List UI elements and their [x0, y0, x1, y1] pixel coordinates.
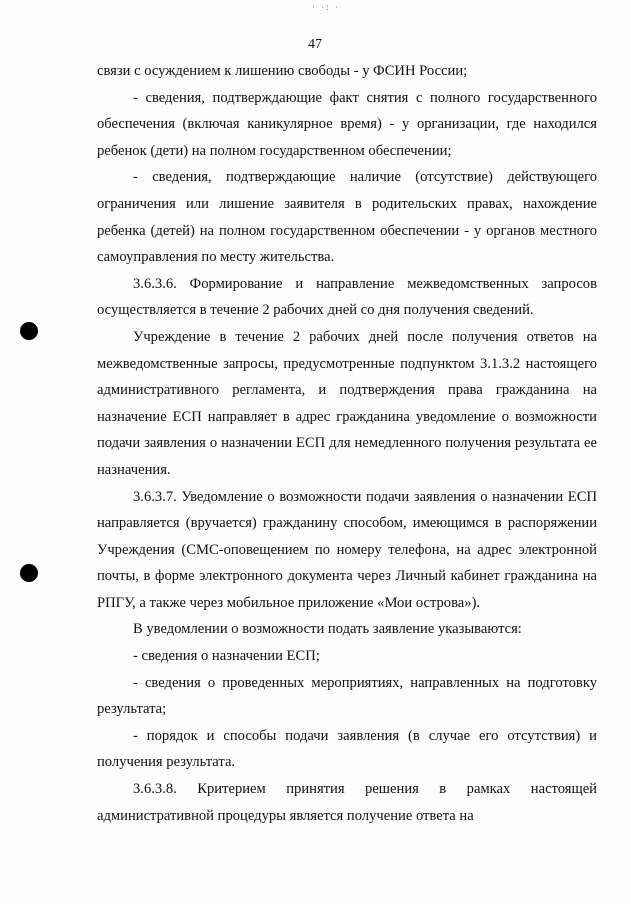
- paragraph: - сведения о проведенных мероприятиях, направленных на подготовку результата;: [97, 674, 597, 718]
- paragraph: - порядок и способы подачи заявления (в случае его отсутствия) и получения результата.: [97, 727, 597, 771]
- paragraph: 3.6.3.6. Формирование и направление межведомственных запросов осуществляется в течение 2 рабочих дней со дня получения сведений.: [97, 275, 597, 319]
- paragraph: - сведения, подтверждающие наличие (отсутствие) действующего ограничения или лишение заявителя в родительских правах, нахождение ребенка (детей) на полном государственном обеспечении - у органов местного самоуправления по месту жительства.: [97, 169, 597, 266]
- paragraph: связи с осуждением к лишению свободы - у ФСИН России;: [97, 63, 468, 79]
- page-number: 47: [308, 37, 322, 52]
- paragraph: - сведения о назначении ЕСП;: [133, 648, 320, 665]
- paragraph: 3.6.3.8. Критерием принятия решения в рамках настоящей административной процедуры является получение ответа на: [97, 781, 597, 824]
- paragraph: В уведомлении о возможности подать заявление указываются:: [133, 621, 522, 638]
- paragraph: 3.6.3.7. Уведомление о возможности подачи заявления о назначении ЕСП направляется (вручается) гражданину способом, имеющимся в распоряжении Учреждения (СМС-оповещением по номеру телефона, на адрес электронной почты, в форме электронного документа через Личный кабинет гражданина на РПГУ, а также через мобильное приложение «Мои острова»).: [97, 488, 597, 611]
- paragraph: Учреждение в течение 2 рабочих дней после получения ответов на межведомственные запросы, предусмотренные подпунктом 3.1.3.2 настоящего административного регламента, и подтверждения права гражданина на назначение ЕСП направляет в адрес гражданина уведомление о возможности подачи заявления о назначении ЕСП для немедленного получения результата ее назначения.: [97, 328, 597, 478]
- paragraph: - сведения, подтверждающие факт снятия с полного государственного обеспечения (включая каникулярное время) - у организации, где находился ребенок (дети) на полном государственном обеспечении;: [97, 89, 597, 159]
- hole-punch-mark: [20, 322, 38, 340]
- document-body: [97, 58, 597, 829]
- hole-punch-mark: [20, 564, 38, 582]
- scan-marks: · ·: ·: [312, 2, 340, 12]
